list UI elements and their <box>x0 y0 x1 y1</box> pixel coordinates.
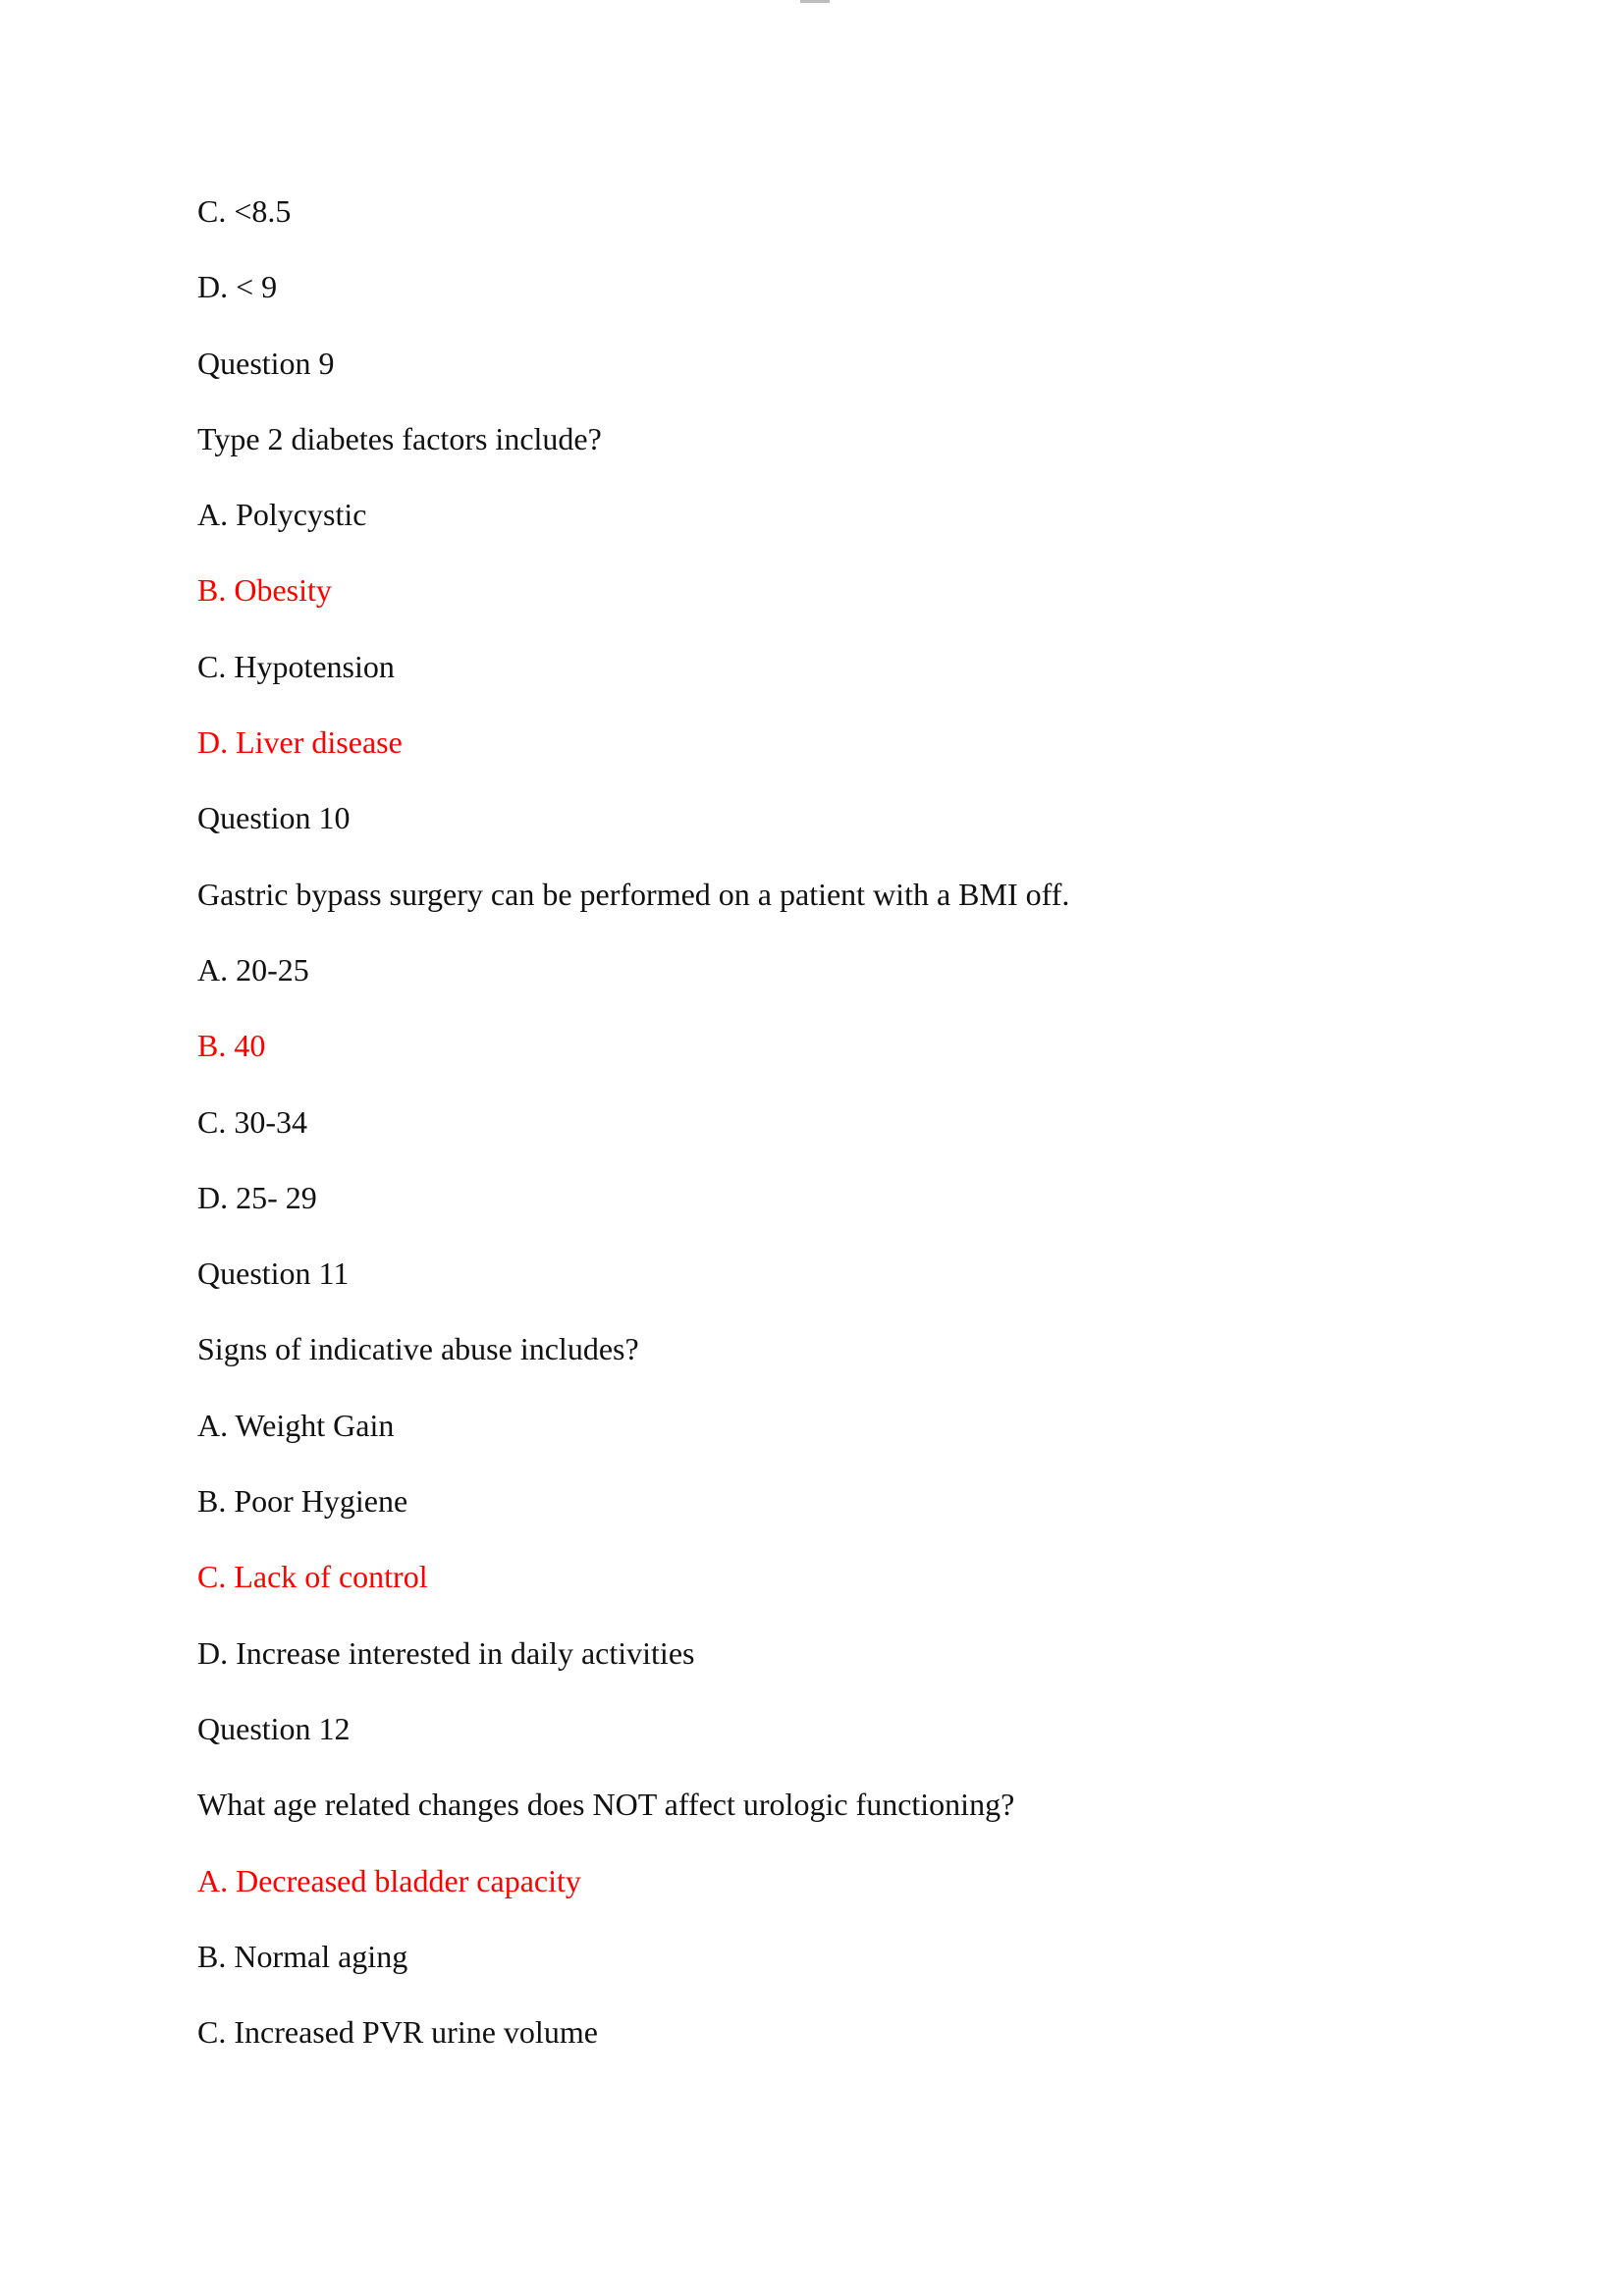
question-number-11: Question 11 <box>197 1255 350 1292</box>
question-number-12: Question 12 <box>197 1710 351 1746</box>
question-number-9: Question 9 <box>197 345 335 381</box>
question-text-10: Gastric bypass surgery can be performed on a patient with a BMI off. <box>197 876 1070 912</box>
option-b-q9: B. Obesity <box>197 572 332 609</box>
option-d-q9: D. Liver disease <box>197 724 403 761</box>
option-d-q11: D. Increase interested in daily activities <box>197 1634 695 1671</box>
option-d-q8: D. < 9 <box>197 269 278 305</box>
option-c-q12: C. Increased PVR urine volume <box>197 2014 598 2051</box>
question-text-12: What age related changes does NOT affect urologic functioning? <box>197 1787 1015 1823</box>
option-a-q10: A. 20-25 <box>197 951 309 988</box>
option-c-q11: C. Lack of control <box>197 1559 428 1595</box>
option-c-q9: C. Hypotension <box>197 648 395 684</box>
question-text-9: Type 2 diabetes factors include? <box>197 420 602 456</box>
document-body <box>197 192 1474 2089</box>
option-c-q10: C. 30-34 <box>197 1103 307 1140</box>
option-a-q9: A. Polycystic <box>197 497 367 533</box>
option-b-q11: B. Poor Hygiene <box>197 1483 408 1520</box>
option-c-q8: C. <8.5 <box>197 193 292 229</box>
option-b-q10: B. 40 <box>197 1028 266 1064</box>
question-text-11: Signs of indicative abuse includes? <box>197 1331 639 1367</box>
option-a-q11: A. Weight Gain <box>197 1407 395 1443</box>
option-a-q12: A. Decreased bladder capacity <box>197 1862 581 1898</box>
page-header-mark <box>800 0 830 3</box>
question-number-10: Question 10 <box>197 800 351 836</box>
option-d-q10: D. 25- 29 <box>197 1179 317 1215</box>
option-b-q12: B. Normal aging <box>197 1938 408 1974</box>
